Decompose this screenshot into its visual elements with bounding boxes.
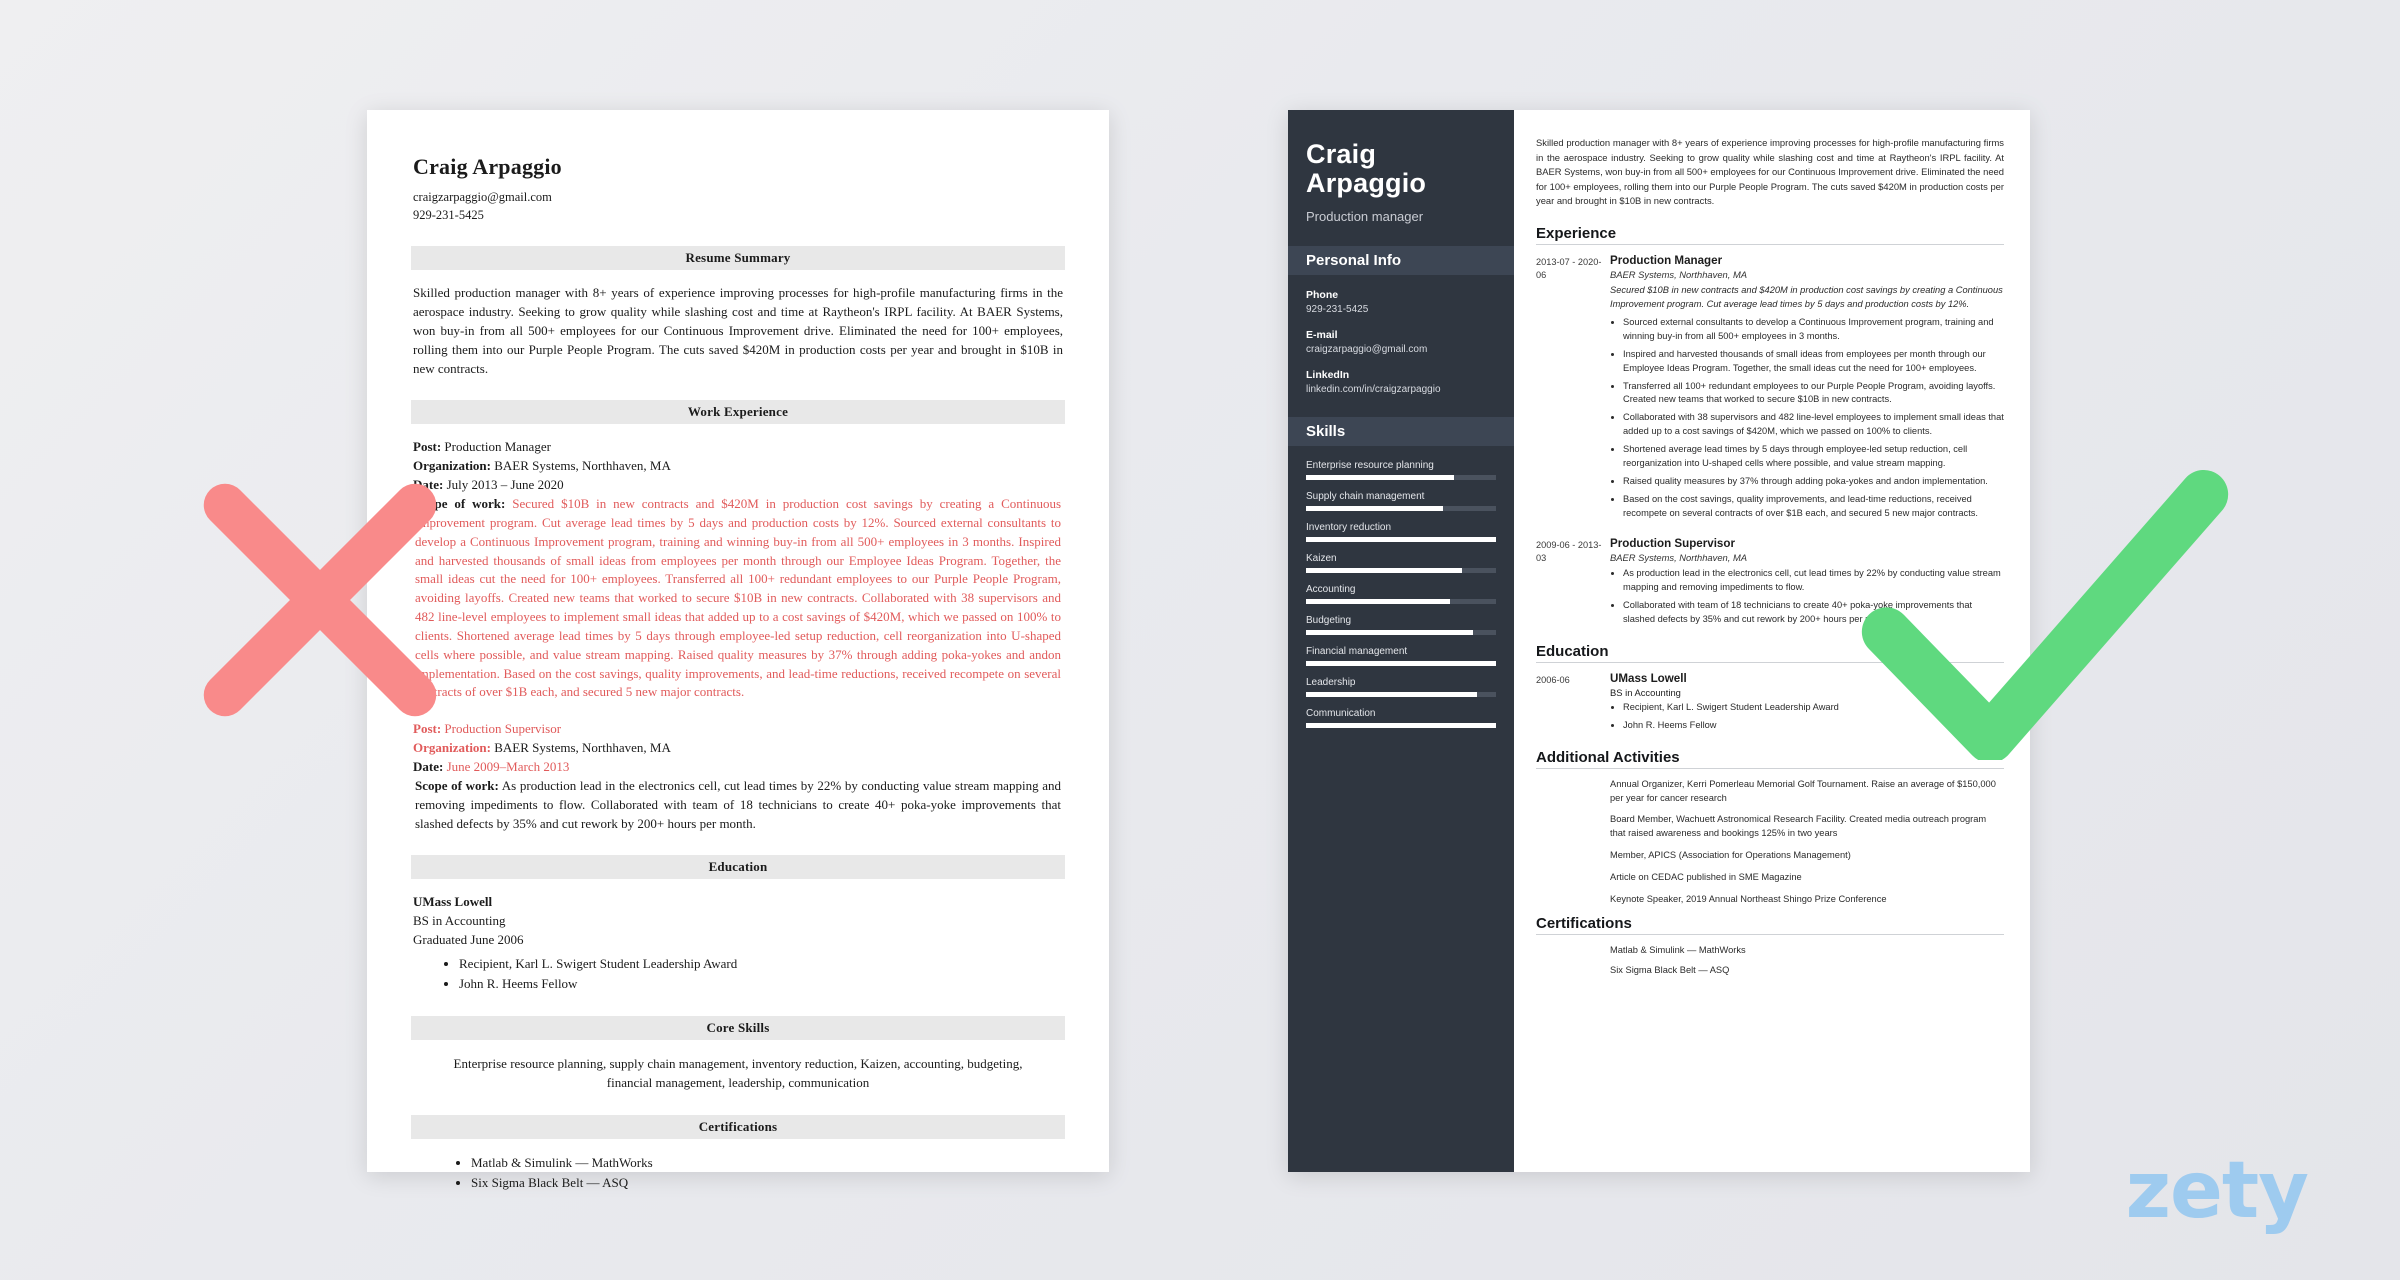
skill-label: Financial management xyxy=(1306,646,1408,658)
experience-entry xyxy=(1536,254,2004,525)
experience-org: BAER Systems, Northhaven, MA xyxy=(1610,268,1748,280)
skill-bar-fill xyxy=(1306,661,1496,666)
personal-info-linkedin-value[interactable]: linkedin.com/in/craigzarpaggio xyxy=(1306,384,1441,396)
bad-resume-document xyxy=(367,110,1109,1191)
bad-job-1-date: July 2013 – June 2020 xyxy=(446,477,564,493)
experience-org: BAER Systems, Northhaven, MA xyxy=(1610,551,1748,563)
experience-title: Production Manager xyxy=(1610,253,1723,267)
skill-bar-fill xyxy=(1306,723,1496,728)
skill-bar-fill xyxy=(1306,506,1443,511)
good-resume-name: Craig Arpaggio xyxy=(1306,139,1427,198)
skill-row xyxy=(1306,522,1496,542)
list-item: • Transferred all 100+ redundant employees to our Purple People Program, avoiding layoffs. Created new teams that worked to secure $10B in new contracts. xyxy=(1623,380,2004,408)
good-resume-job-title: Production manager xyxy=(1306,209,1424,225)
bad-job-1-scope-label: Scope of work: xyxy=(415,496,506,511)
skill-label: Budgeting xyxy=(1306,615,1352,627)
certification-item: Matlab & Simulink — MathWorks xyxy=(1610,945,1746,956)
list-item: • As production lead in the electronics cell, cut lead times by 22% by conducting value stream mapping and removing impediments to flow. xyxy=(1623,567,2004,595)
experience-bullets xyxy=(1610,316,2004,521)
skill-label: Communication xyxy=(1306,708,1376,720)
list-item: • Raised quality measures by 37% through adding poka-yokes and andon implementation. xyxy=(1623,475,2004,489)
skill-label: Inventory reduction xyxy=(1306,522,1392,534)
experience-bullets xyxy=(1610,567,2004,627)
personal-info-email xyxy=(1306,329,1496,355)
bad-section-heading-summary: Resume Summary xyxy=(411,246,1065,270)
list-item: • John R. Heems Fellow xyxy=(459,974,1065,994)
education-date: 2006-06 xyxy=(1536,674,1570,685)
certification-item: Six Sigma Black Belt — ASQ xyxy=(1610,965,1730,976)
bad-summary-text: Skilled production manager with 8+ years of experience improving processes for high-profile manufacturing firms in the aerospace industry. Seeking to grow quality while slashing cost and time at Raytheon's IRPL facility. At BAER Systems, won buy-in from all 500+ employees for our Continuous Improvement drive. Eliminated the need for 100+ employees, rolling them into our Purple People Program. The cuts saved $420M in production costs per year and brought in $10B in new contracts. xyxy=(413,285,1063,376)
bad-education-school: UMass Lowell xyxy=(413,894,493,910)
bad-education-block xyxy=(411,893,1065,994)
bad-job-2-post-label: Post: xyxy=(413,721,442,737)
list-item: • Based on the cost savings, quality improvements, and lead-time reductions, received recompete on several contracts of over $1B each, and secured 5 new major contracts. xyxy=(1623,493,2004,521)
bad-job-2 xyxy=(411,720,1065,833)
skill-bar-fill xyxy=(1306,568,1462,573)
skill-row xyxy=(1306,460,1496,480)
section-divider xyxy=(1536,662,2004,663)
experience-date: 2013-07 - 2020-06 xyxy=(1536,256,1602,281)
bad-education-degree: BS in Accounting xyxy=(413,913,506,929)
activity-item: Annual Organizer, Kerri Pomerleau Memorial Golf Tournament. Raise an average of $150,000 per year for cancer research xyxy=(1610,778,1996,803)
activity-item: Board Member, Wachuett Astronomical Research Facility. Created media outreach program that raised awareness and bookings 125% in two years xyxy=(1610,814,1987,839)
good-section-heading-activities: Additional Activities xyxy=(1536,748,1680,766)
education-bullets xyxy=(1610,701,2004,733)
list-item: • Shortened average lead times by 5 days through employee-led setup reduction, cell reorganization into U-shaped cells where possible, and value stream mapping. xyxy=(1623,443,2004,471)
section-divider xyxy=(1536,244,2004,245)
education-entry xyxy=(1536,672,2004,737)
skill-bar-track xyxy=(1306,661,1496,666)
list-item: • Collaborated with 38 supervisors and 482 line-level employees to implement small ideas that added up to a cost savings of $420M, which we passed on 100% to clients. xyxy=(1623,411,2004,439)
skill-bar-track xyxy=(1306,568,1496,573)
bad-job-2-post: Production Supervisor xyxy=(444,721,562,737)
skill-bar-track xyxy=(1306,723,1496,728)
activity-item: Article on CEDAC published in SME Magazine xyxy=(1610,872,1802,883)
bad-job-1 xyxy=(411,438,1065,702)
experience-entry xyxy=(1536,537,2004,631)
skill-row xyxy=(1306,553,1496,573)
good-section-heading-experience: Experience xyxy=(1536,224,1617,242)
bad-job-2-scope-label: Scope of work: xyxy=(415,777,499,793)
sidebar-heading-personal-info: Personal Info xyxy=(1288,246,1514,275)
list-item: • Six Sigma Black Belt — ASQ xyxy=(471,1173,1065,1193)
skill-bar-fill xyxy=(1306,630,1473,635)
skill-label: Leadership xyxy=(1306,677,1356,689)
bad-job-1-scope: Secured $10B in new contracts and $420M in production cost savings by creating a Continuous Improvement program. Cut average lead times by 5 days and production costs by 12%. Sourced external consultants to develop a Continuous Improvement program, training and winning buy-in from all 500+ employees in 3 months. Inspired and harvested thousands of small ideas from employees per month through our Employee Ideas Program. Together, the small ideas cut the need for 100+ employees. Transferred all 100+ redundant employees to our Purple People Program, avoiding layoffs. Created new teams that worked to secure $10B in new contracts. Collaborated with 38 supervisors and 482 line-level employees to implement small ideas that added up to a cost savings of $420M, which we passed on 100% to clients. Shortened average lead times by 5 days through employee-led setup reduction, cell reorganization into U-shaped cells where possible, and value stream mapping. Raised quality measures by 37% through adding poka-yokes and andon implementation. Based on the cost savings, quality improvements, and lead-time reductions, received recompete on several contracts of over $1B each, and secured 5 new major contracts. xyxy=(415,496,1062,700)
section-divider xyxy=(1536,768,2004,769)
bad-job-2-org: BAER Systems, Northhaven, MA xyxy=(494,740,671,756)
experience-date: 2009-06 - 2013-03 xyxy=(1536,539,1602,564)
skill-label: Accounting xyxy=(1306,584,1356,596)
experience-title: Production Supervisor xyxy=(1610,536,1735,550)
personal-info-linkedin-label: LinkedIn xyxy=(1306,369,1350,382)
personal-info-phone-value: 929-231-5425 xyxy=(1306,304,1369,316)
bad-section-heading-skills: Core Skills xyxy=(411,1016,1065,1040)
bad-resume-phone: 929-231-5425 xyxy=(413,208,484,223)
sidebar-heading-skills: Skills xyxy=(1288,417,1514,446)
personal-info-email-value: craigzarpaggio@gmail.com xyxy=(1306,344,1428,356)
section-divider xyxy=(1536,934,2004,935)
skill-bar-track xyxy=(1306,599,1496,604)
skill-bar-track xyxy=(1306,475,1496,480)
bad-job-2-scope: As production lead in the electronics cell, cut lead times by 22% by conducting value stream mapping and removing impediments to flow. Collaborated with team of 18 technicians to create 40+ poka-yoke improvements that slashed defects by 35% and cut rework by 200+ hours per month. xyxy=(415,777,1061,831)
skill-row xyxy=(1306,646,1496,666)
skill-bar-track xyxy=(1306,537,1496,542)
bad-section-heading-certifications: Certifications xyxy=(411,1115,1065,1139)
bad-section-heading-work: Work Experience xyxy=(411,400,1065,424)
list-item: • Inspired and harvested thousands of small ideas from employees per month through our Employee Ideas Program. Together, the small ideas cut the need for 100+ employees. xyxy=(1623,348,2004,376)
skill-label: Enterprise resource planning xyxy=(1306,460,1434,472)
personal-info-linkedin xyxy=(1306,369,1496,395)
bad-resume-contact xyxy=(413,188,1065,224)
personal-info-phone-label: Phone xyxy=(1306,289,1339,302)
education-degree: BS in Accounting xyxy=(1610,686,1681,698)
education-school: UMass Lowell xyxy=(1610,671,1687,685)
bad-job-1-org-label: Organization: xyxy=(413,458,491,474)
personal-info-email-label: E-mail xyxy=(1306,329,1338,342)
skill-row xyxy=(1306,491,1496,511)
list-item: • Sourced external consultants to develop a Continuous Improvement program, training and winning buy-in from all 500+ employees in 3 months. xyxy=(1623,316,2004,344)
bad-education-bullets xyxy=(413,954,1065,994)
skill-bar-track xyxy=(1306,506,1496,511)
bad-job-2-date: June 2009–March 2013 xyxy=(446,758,570,774)
personal-info-phone xyxy=(1306,289,1496,315)
good-section-heading-certifications: Certifications xyxy=(1536,915,1632,933)
bad-job-1-post: Production Manager xyxy=(444,439,551,455)
bad-section-heading-education: Education xyxy=(411,855,1065,879)
list-item: • Collaborated with team of 18 technicians to create 40+ poka-yoke improvements that slashed defects by 35% and cut rework by 200+ hours per month. xyxy=(1623,599,2004,627)
bad-certifications-list xyxy=(411,1153,1065,1193)
skill-row xyxy=(1306,584,1496,604)
skill-bar-track xyxy=(1306,630,1496,635)
list-item: • Recipient, Karl L. Swigert Student Leadership Award xyxy=(459,954,1065,974)
activity-item: Member, APICS (Association for Operations Management) xyxy=(1610,850,1851,861)
bad-job-1-post-label: Post: xyxy=(413,439,442,455)
skill-row xyxy=(1306,615,1496,635)
bad-job-1-org: BAER Systems, Northhaven, MA xyxy=(494,458,671,474)
skill-bar-fill xyxy=(1306,537,1496,542)
bad-job-1-date-label: Date: xyxy=(413,477,444,493)
skill-label: Kaizen xyxy=(1306,553,1337,565)
good-resume-main xyxy=(1514,110,2030,1172)
good-resume-sidebar xyxy=(1288,110,1514,1172)
bad-resume-name: Craig Arpaggio xyxy=(413,154,562,179)
list-item: • John R. Heems Fellow xyxy=(1623,719,2004,733)
list-item: • Matlab & Simulink — MathWorks xyxy=(471,1153,1065,1173)
skill-row xyxy=(1306,677,1496,697)
zety-logo: zety xyxy=(2125,1146,2308,1236)
good-section-heading-education: Education xyxy=(1536,642,1609,660)
skill-row xyxy=(1306,708,1496,728)
list-item: • Recipient, Karl L. Swigert Student Leadership Award xyxy=(1623,701,2004,715)
good-resume-document xyxy=(1288,110,2030,1172)
experience-description: Secured $10B in new contracts and $420M in production cost savings by creating a Continuous Improvement program. Cut average lead times by 5 days and production costs by 12%. xyxy=(1610,284,2003,309)
bad-resume-email: craigzarpaggio@gmail.com xyxy=(413,190,552,204)
bad-job-2-org-label: Organization: xyxy=(413,740,491,756)
skill-bar-track xyxy=(1306,692,1496,697)
good-summary-text: Skilled production manager with 8+ years of experience improving processes for high-profile manufacturing firms in the aerospace industry. Seeking to grow quality while slashing cost and time at Raytheon's IRPL facility. At BAER Systems, won buy-in from all 500+ employees for our Continuous Improvement drive. Eliminated the need for 100+ employees, rolling them into our Purple People Program. The cuts saved $420M in production costs per year and brought in $10B in new contracts. xyxy=(1536,137,2004,207)
skill-bar-fill xyxy=(1306,692,1477,697)
skill-bar-fill xyxy=(1306,599,1450,604)
bad-job-2-date-label: Date: xyxy=(413,758,444,774)
bad-education-graduated: Graduated June 2006 xyxy=(413,932,524,948)
activity-item: Keynote Speaker, 2019 Annual Northeast Shingo Prize Conference xyxy=(1610,894,1887,905)
skill-label: Supply chain management xyxy=(1306,491,1425,503)
skill-bar-fill xyxy=(1306,475,1454,480)
bad-skills-text: Enterprise resource planning, supply chain management, inventory reduction, Kaizen, accounting, budgeting, financial management, leadership, communication xyxy=(453,1055,1023,1091)
